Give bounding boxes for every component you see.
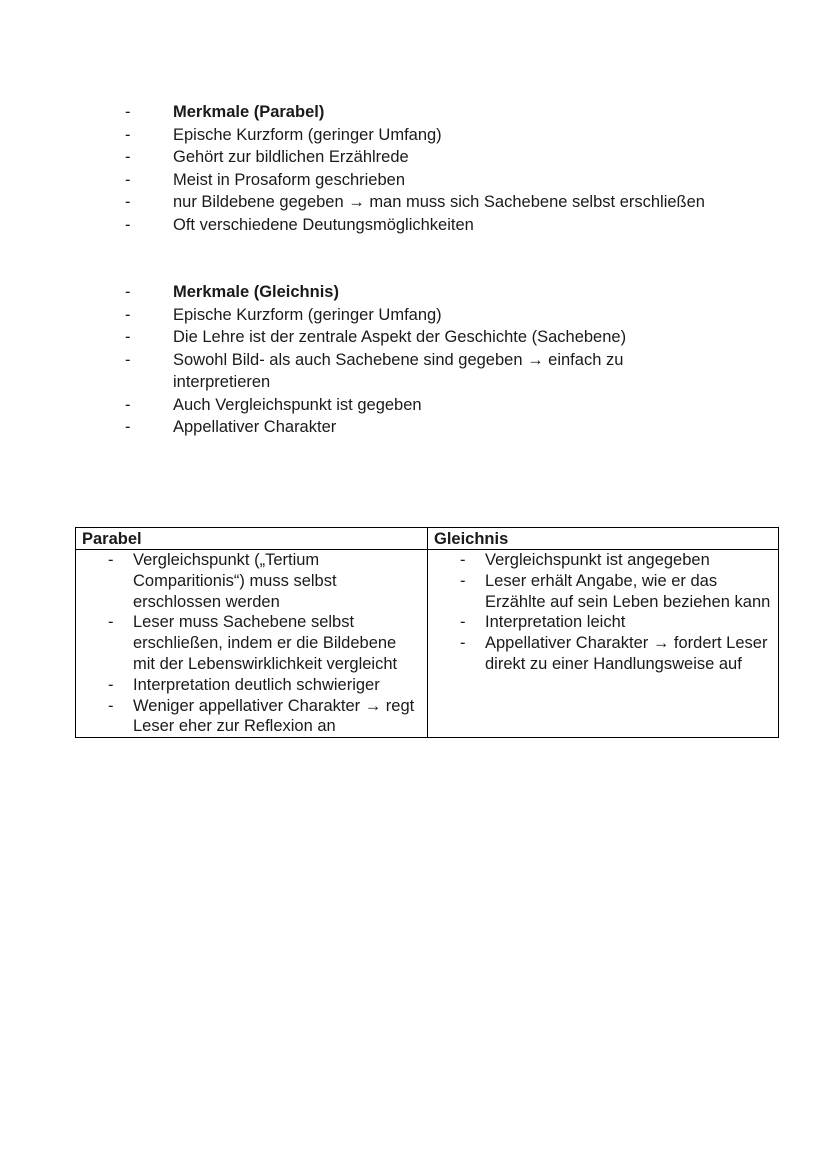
table-header-row	[76, 528, 779, 550]
list-item-text: Die Lehre ist der zentrale Aspekt der Geschichte (Sachebene)	[173, 328, 627, 346]
list-item-text: Epische Kurzform (geringer Umfang)	[173, 305, 442, 324]
list-item-text: Leser erhält Angabe, wie er das Erzählte auf sein Leben beziehen kann	[485, 571, 771, 611]
bullet-dash: -	[125, 193, 131, 211]
list-item-text: Sowohl Bild- als auch Sachebene sind gegeben → einfach zu interpretieren	[173, 350, 624, 391]
list-item-text: Oft verschiedene Deutungsmöglichkeiten	[173, 215, 474, 234]
bullet-dash: -	[460, 571, 466, 590]
list-item-text: Appellativer Charakter	[173, 418, 337, 436]
list-item	[82, 612, 421, 674]
list-item-text: Meist in Prosaform geschrieben	[173, 170, 406, 189]
table-row	[76, 550, 779, 738]
list-item-text: Auch Vergleichspunkt ist gegeben	[173, 395, 422, 414]
bullet-dash: -	[460, 551, 466, 569]
list-item-text: nur Bildebene gegeben → man muss sich Sachebene selbst erschließen	[173, 193, 705, 211]
list-item	[118, 101, 718, 124]
list-item	[118, 394, 718, 417]
list-item	[118, 124, 718, 147]
table-header-parabel: Parabel	[76, 528, 428, 550]
bullet-dash: -	[108, 551, 114, 569]
list-item-text: Appellativer Charakter → fordert Leser direkt zu einer Handlungsweise auf	[485, 634, 768, 673]
list-item	[118, 349, 718, 394]
list-item	[118, 169, 718, 192]
bullet-dash: -	[125, 350, 131, 369]
bullet-dash: -	[108, 696, 114, 715]
bullet-dash: -	[125, 148, 131, 166]
bullet-dash: -	[125, 215, 131, 234]
list-item	[118, 214, 718, 237]
bullet-dash: -	[125, 103, 131, 121]
parabel-feature-list	[118, 101, 718, 236]
parabel-heading: Merkmale (Parabel)	[173, 103, 325, 121]
gleichnis-comparison-list	[434, 550, 772, 675]
list-item	[434, 550, 772, 571]
list-item-text: Vergleichspunkt („Tertium Comparitionis“) muss selbst erschlossen werden	[133, 551, 337, 611]
bullet-dash: -	[460, 634, 466, 653]
bullet-dash: -	[125, 328, 131, 346]
list-item	[82, 696, 421, 738]
list-item	[82, 550, 421, 612]
list-item-text: Weniger appellativer Charakter → regt Leser eher zur Reflexion an	[133, 696, 415, 736]
list-item-text: Leser muss Sachebene selbst erschließen, indem er die Bildebene mit der Lebenswirklichkeit vergleicht	[133, 613, 398, 673]
list-item	[118, 416, 718, 439]
gleichnis-heading: Merkmale (Gleichnis)	[173, 283, 339, 301]
table-cell-parabel	[76, 550, 428, 738]
list-item	[82, 675, 421, 696]
list-item-text: Vergleichspunkt ist angegeben	[485, 551, 710, 569]
list-item	[118, 146, 718, 169]
table-header-gleichnis: Gleichnis	[428, 528, 779, 550]
table-cell-gleichnis	[428, 550, 779, 738]
list-item	[434, 612, 772, 633]
bullet-dash: -	[125, 305, 131, 324]
bullet-dash: -	[125, 395, 131, 414]
list-item-text: Gehört zur bildlichen Erzählrede	[173, 148, 409, 166]
list-item	[118, 191, 718, 214]
list-item-text: Epische Kurzform (geringer Umfang)	[173, 125, 442, 144]
bullet-dash: -	[125, 170, 131, 189]
bullet-dash: -	[125, 418, 131, 436]
list-item	[118, 281, 718, 304]
list-item-text: Interpretation deutlich schwieriger	[133, 675, 380, 694]
bullet-dash: -	[108, 613, 114, 632]
bullet-dash: -	[125, 283, 131, 301]
bullet-dash: -	[460, 613, 466, 632]
bullet-dash: -	[108, 675, 114, 694]
list-item	[434, 571, 772, 613]
list-item	[118, 326, 718, 349]
comparison-table	[75, 527, 779, 738]
list-item-text: Interpretation leicht	[485, 613, 626, 632]
parabel-comparison-list	[82, 550, 421, 737]
bullet-dash: -	[125, 125, 131, 144]
list-item	[118, 304, 718, 327]
list-item	[434, 633, 772, 675]
gleichnis-feature-list	[118, 281, 718, 439]
